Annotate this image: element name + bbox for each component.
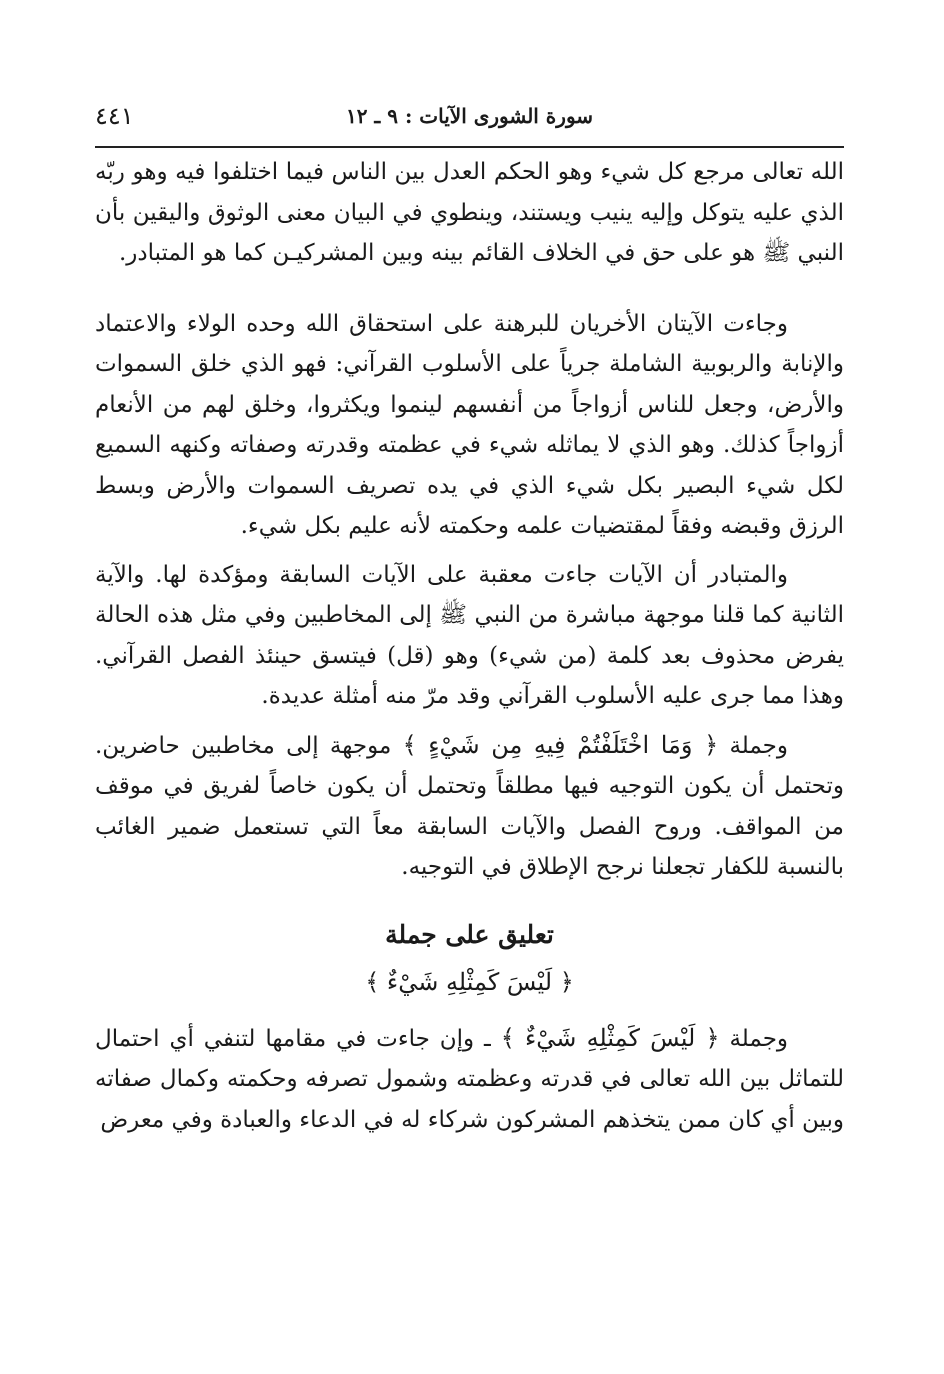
page-number: ٤٤١ — [95, 102, 134, 130]
paragraph-1: الله تعالى مرجع كل شيء وهو الحكم العدل بين الناس فيما اختلفوا فيه وهو ربّه الذي عليه يتوكل وإليه ينيب ويستند، وينطوي في البيان معنى الوثوق واليقين بأن النبي ﷺ هو على حق في الخلاف القائم بينه وبين المشركيـن كما هو المتبادر. — [95, 159, 844, 266]
paragraph-4 — [95, 725, 844, 888]
paragraph-2: وجاءت الآيتان الأخريان للبرهنة على استحقاق الله وحده الولاء والاعتماد والإنابة والربوبية الشاملة جرياً على الأسلوب القرآني: فهو الذي خلق السموات والأرض، وجعل للناس أزواجاً من أنفسهم لينموا ويكثروا، وخلق لهم من الأنعام أزواجاً كذلك. وهو الذي لا يماثله شيء في عظمته وقدرته وصفاته وكنهه السميع لكل شيء البصير بكل شيء الذي في يده تصريف السموات والأرض وبسط الرزق وقبضه وفقاً لمقتضيات علمه وحكمته لأنه عليم بكل شيء. — [95, 310, 844, 539]
paragraph-3: والمتبادر أن الآيات جاءت معقبة على الآيات السابقة ومؤكدة لها. والآية الثانية كما قلنا موجهة مباشرة من النبي ﷺ إلى المخاطبين وفي مثل هذه الحالة يفرض محذوف بعد كلمة (من شيء) وهو (قل) فيتسق حينئذ الفصل القرآني. وهذا مما جرى عليه الأسلوب القرآني وقد مرّ منه أمثلة عديدة. — [95, 561, 844, 709]
paragraph-5-text: ـ وإن جاءت في مقامها لتنفي أي احتمال للتماثل بين الله تعالى في قدرته وعظمته وشمول تصرفه وحكمته وكمال صفاته وبين أي كان ممن يتخذهم المشركون شركاء له في الدعاء والعبادة وفي معرض — [95, 1025, 844, 1133]
body-text — [95, 152, 844, 1140]
quran-verse-inline: ﴿ وَمَا اخْتَلَفْتُمْ فِيهِ مِن شَيْءٍ ﴾ — [402, 730, 719, 759]
running-header — [95, 98, 844, 148]
paragraph-4-lead: وجملة — [729, 732, 789, 759]
section-heading-verse: ﴿ لَيْسَ كَمِثْلِهِ شَيْءٌ ﴾ — [365, 967, 574, 996]
paragraph-5 — [95, 1018, 844, 1141]
paragraph-4-text: موجهة إلى مخاطبين حاضرين. وتحتمل أن يكون التوجيه فيها مطلقاً وتحتمل أن يكون خاصاً لفريق في موقف من المواقف. وروح الفصل والآيات السابقة معاً التي تستعمل ضمير الغائب بالنسبة للكفار تجعلنا نرجح الإطلاق في التوجيه. — [95, 732, 844, 880]
paragraph-5-lead: وجملة — [729, 1025, 789, 1052]
quran-verse-inline-2: ﴿ لَيْسَ كَمِثْلِهِ شَيْءٌ ﴾ — [500, 1023, 720, 1052]
running-title: سورة الشورى الآيات : ٩ ـ ١٢ — [345, 104, 594, 128]
section-heading: تعليق على جملة — [385, 919, 554, 949]
